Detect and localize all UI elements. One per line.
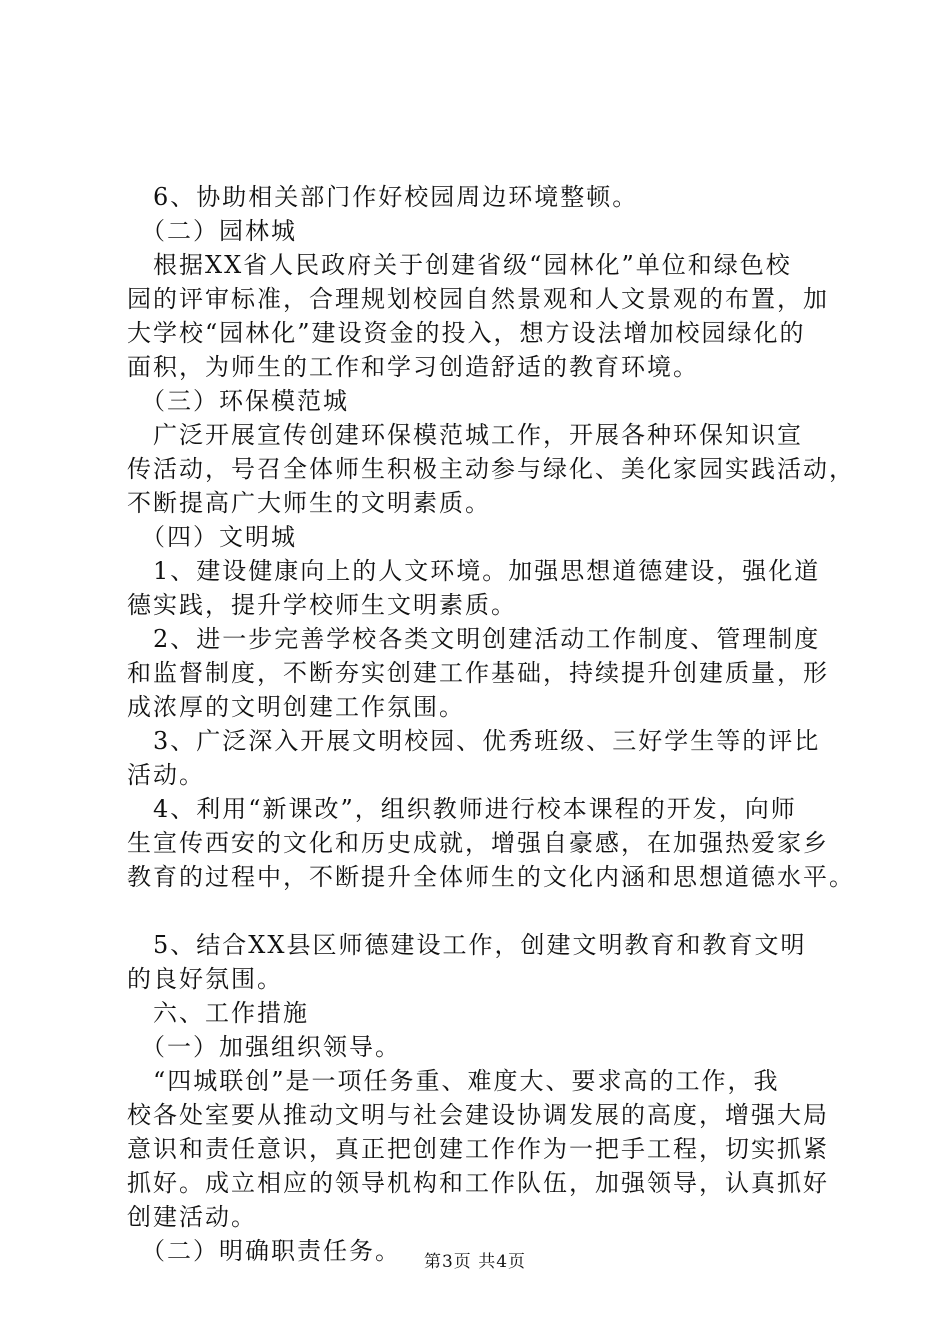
document-body <box>127 180 855 1268</box>
text-line: 生宣传西安的文化和历史成就，增强自豪感，在加强热爱家乡 <box>127 829 829 857</box>
text-line: “四城联创”是一项任务重、难度大、要求高的工作，我 <box>127 1067 780 1095</box>
text-line: 和监督制度，不断夯实创建工作基础，持续提升创建质量，形 <box>127 659 829 687</box>
text-line: 校各处室要从推动文明与社会建设协调发展的高度，增强大局 <box>127 1101 829 1129</box>
text-line: 园的评审标准，合理规划校园自然景观和人文景观的布置，加 <box>127 285 829 313</box>
text-line: 的良好氛围。 <box>127 965 283 993</box>
section-heading: （二）明确职责任务。 <box>127 1237 401 1265</box>
blank-line <box>127 894 832 928</box>
text-line: 创建活动。 <box>127 1203 257 1231</box>
text-line: 2、进一步完善学校各类文明创建活动工作制度、管理制度 <box>127 625 821 653</box>
text-line: 意识和责任意识，真正把创建工作作为一把手工程，切实抓紧 <box>127 1135 829 1163</box>
text-line: 传活动，号召全体师生积极主动参与绿化、美化家园实践活动， <box>127 455 855 483</box>
text-line: 6、协助相关部门作好校园周边环境整顿。 <box>127 183 639 211</box>
section-heading: （三）环保模范城 <box>127 387 349 415</box>
text-line: 广泛开展宣传创建环保模范城工作，开展各种环保知识宣 <box>127 421 803 449</box>
text-line: 面积，为师生的工作和学习创造舒适的教育环境。 <box>127 353 699 381</box>
text-line: 不断提高广大师生的文明素质。 <box>127 489 491 517</box>
section-heading: （一）加强组织领导。 <box>127 1033 401 1061</box>
text-line: 活动。 <box>127 761 205 789</box>
page-number-footer: 第3页 共4页 <box>423 1252 527 1272</box>
text-line: 根据XX省人民政府关于创建省级“园林化”单位和绿色校 <box>127 251 792 279</box>
section-heading: 六、工作措施 <box>127 999 309 1027</box>
section-heading: （二）园林城 <box>127 217 297 245</box>
text-line: 3、广泛深入开展文明校园、优秀班级、三好学生等的评比 <box>127 727 821 755</box>
text-line: 抓好。成立相应的领导机构和工作队伍，加强领导，认真抓好 <box>127 1169 829 1197</box>
text-line: 1、建设健康向上的人文环境。加强思想道德建设，强化道 <box>127 557 821 585</box>
section-heading: （四）文明城 <box>127 523 297 551</box>
text-line: 4、利用“新课改”，组织教师进行校本课程的开发，向师 <box>127 795 797 823</box>
text-line: 教育的过程中，不断提升全体师生的文化内涵和思想道德水平。 <box>127 863 855 891</box>
text-line: 成浓厚的文明创建工作氛围。 <box>127 693 465 721</box>
text-line: 德实践，提升学校师生文明素质。 <box>127 591 517 619</box>
text-line: 大学校“园林化”建设资金的投入，想方设法增加校园绿化的 <box>127 319 806 347</box>
text-line: 5、结合XX县区师德建设工作，创建文明教育和教育文明 <box>127 931 807 959</box>
